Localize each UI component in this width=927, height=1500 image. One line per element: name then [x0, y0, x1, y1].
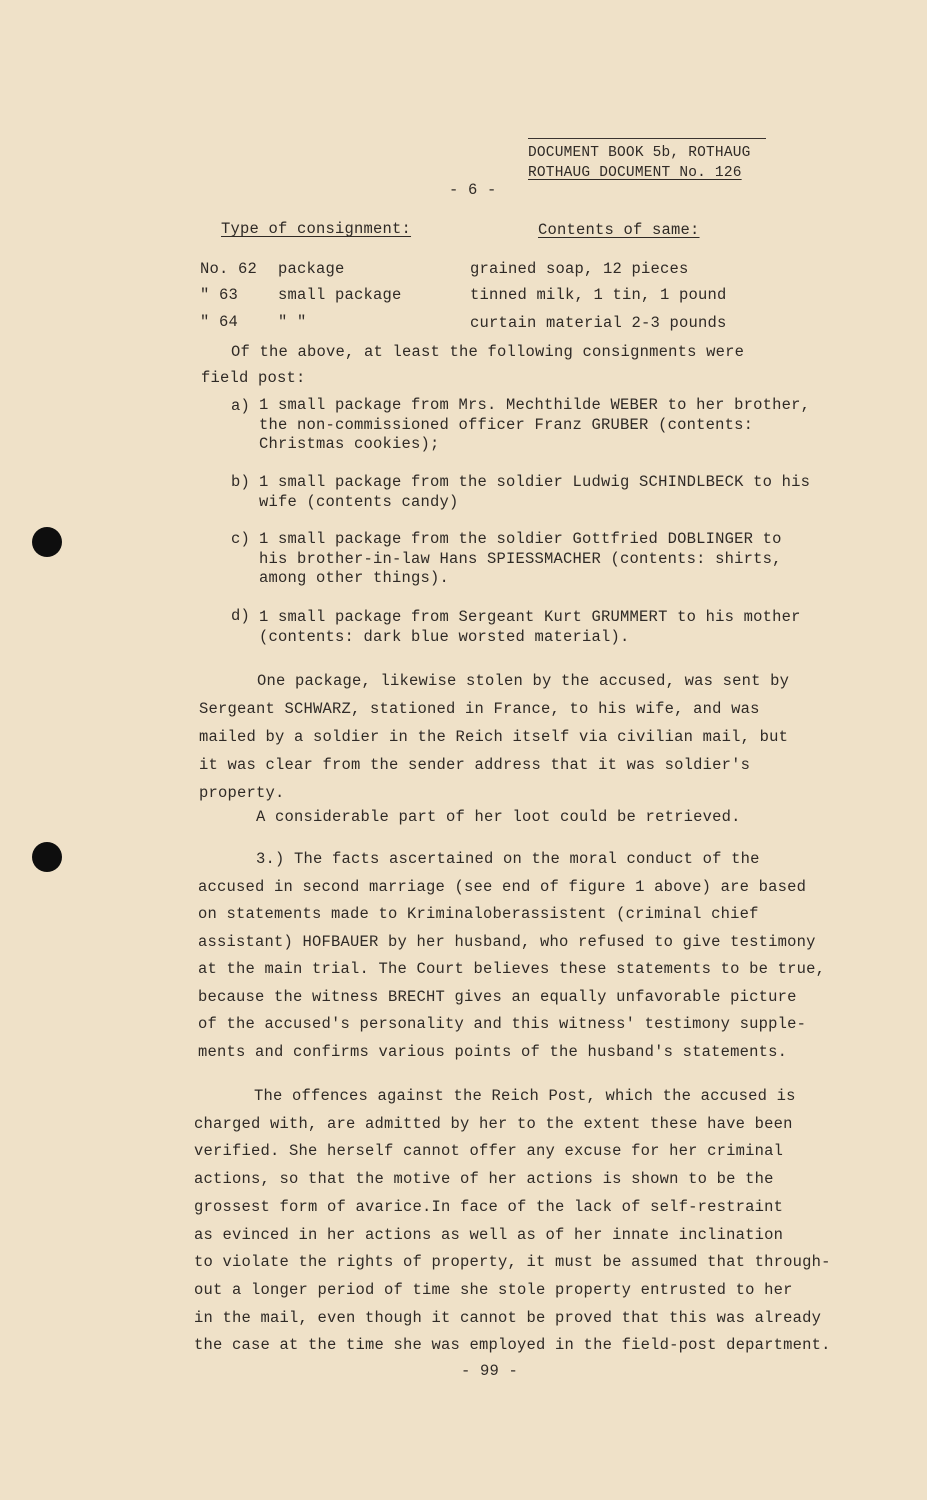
- paragraph-line: to violate the rights of property, it must be assumed that through-: [194, 1253, 831, 1272]
- paragraph-line: mailed by a soldier in the Reich itself via civilian mail, but: [199, 728, 789, 746]
- item-d-text: [259, 608, 801, 647]
- item-b-text: [259, 473, 810, 512]
- paragraph-line: the case at the time she was employed in the field-post department.: [194, 1336, 831, 1355]
- table-row-no: " 64: [200, 313, 239, 331]
- intro-line-2: field post:: [201, 369, 306, 387]
- paragraph-line: at the main trial. The Court believes these statements to be true,: [198, 960, 826, 978]
- header-rule: [528, 138, 766, 139]
- intro-line-1: Of the above, at least the following consignments were: [231, 343, 745, 361]
- item-d-line: 1 small package from Sergeant Kurt GRUMMERT to his mother: [259, 608, 801, 626]
- paragraph-line: because the witness BRECHT gives an equally unfavorable picture: [198, 987, 797, 1006]
- item-d-label: d): [231, 607, 251, 625]
- paragraph-line: out a longer period of time she stole property entrusted to her: [194, 1280, 793, 1299]
- header-line-2: ROTHAUG DOCUMENT No. 126: [528, 165, 742, 181]
- item-c-text: [259, 530, 782, 589]
- page-marker: - 6 -: [449, 181, 497, 199]
- item-b-line: wife (contents candy): [259, 492, 459, 511]
- item-c-line: among other things).: [259, 569, 450, 587]
- paragraph-line: actions, so that the motive of her actions is shown to be the: [194, 1170, 774, 1189]
- table-row-contents: tinned milk, 1 tin, 1 pound: [470, 286, 727, 304]
- table-row-type: package: [278, 260, 345, 278]
- item-a-text: [259, 396, 810, 455]
- paragraph-line: on statements made to Kriminaloberassistent (criminal chief: [198, 905, 759, 923]
- item-a-line: the non-commissioned officer Franz GRUBER (contents:: [259, 415, 754, 434]
- paragraph-line: property.: [199, 784, 285, 802]
- paragraph-3: [198, 846, 825, 1066]
- paragraph-loot: A considerable part of her loot could be retrieved.: [256, 808, 741, 826]
- paragraph-line: it was clear from the sender address that it was soldier's: [199, 756, 751, 774]
- paragraph-line: Sergeant SCHWARZ, stationed in France, to his wife, and was: [199, 700, 760, 718]
- table-row-type: " ": [278, 313, 307, 331]
- table-row-no: " 63: [200, 286, 239, 304]
- paragraph-line: assistant) HOFBAUER by her husband, who refused to give testimony: [198, 932, 816, 951]
- item-b-line: 1 small package from the soldier Ludwig SCHINDLBECK to his: [259, 473, 811, 491]
- item-a-line: 1 small package from Mrs. Mechthilde WEBER to her brother,: [259, 396, 811, 414]
- item-c-line: his brother-in-law Hans SPIESSMACHER (contents: shirts,: [259, 549, 782, 568]
- paragraph-line: ments and confirms various points of the husband's statements.: [198, 1042, 788, 1061]
- paragraph-line: One package, likewise stolen by the accused, was sent by: [257, 672, 790, 690]
- paragraph-line: accused in second marriage (see end of figure 1 above) are based: [198, 877, 807, 896]
- paragraph-line: grossest form of avarice.In face of the lack of self-restraint: [194, 1197, 784, 1216]
- table-row-type: small package: [278, 286, 402, 304]
- paragraph-line: as evinced in her actions as well as of her innate inclination: [194, 1225, 784, 1244]
- table-row-no: No. 62: [200, 260, 258, 278]
- paragraph-line: of the accused's personality and this witness' testimony supple-: [198, 1015, 807, 1033]
- paragraph-line: charged with, are admitted by her to the extent these have been: [194, 1114, 793, 1133]
- item-c-label: c): [231, 530, 251, 548]
- column-header-type: Type of consignment:: [221, 220, 412, 238]
- table-row-contents: grained soap, 12 pieces: [470, 260, 689, 278]
- column-header-contents: Contents of same:: [538, 221, 700, 239]
- paragraph-line: in the mail, even though it cannot be proved that this was already: [194, 1308, 822, 1327]
- footer-page-number: - 99 -: [461, 1362, 519, 1380]
- item-a-line: Christmas cookies);: [259, 435, 440, 453]
- table-row-contents: curtain material 2-3 pounds: [470, 314, 727, 332]
- item-a-label: a): [231, 397, 251, 415]
- punch-hole-bottom: [32, 842, 62, 872]
- header-line-1: DOCUMENT BOOK 5b, ROTHAUG: [528, 145, 751, 161]
- item-b-label: b): [231, 473, 251, 491]
- paragraph-package: [199, 667, 789, 807]
- item-c-line: 1 small package from the soldier Gottfried DOBLINGER to: [259, 530, 782, 548]
- paragraph-line: 3.) The facts ascertained on the moral conduct of the: [256, 850, 760, 868]
- punch-hole-top: [32, 527, 62, 557]
- item-d-line: (contents: dark blue worsted material).: [259, 627, 630, 646]
- paragraph-line: verified. She herself cannot offer any excuse for her criminal: [194, 1142, 784, 1161]
- paragraph-line: The offences against the Reich Post, which the accused is: [254, 1087, 796, 1105]
- paragraph-offences: [194, 1083, 831, 1360]
